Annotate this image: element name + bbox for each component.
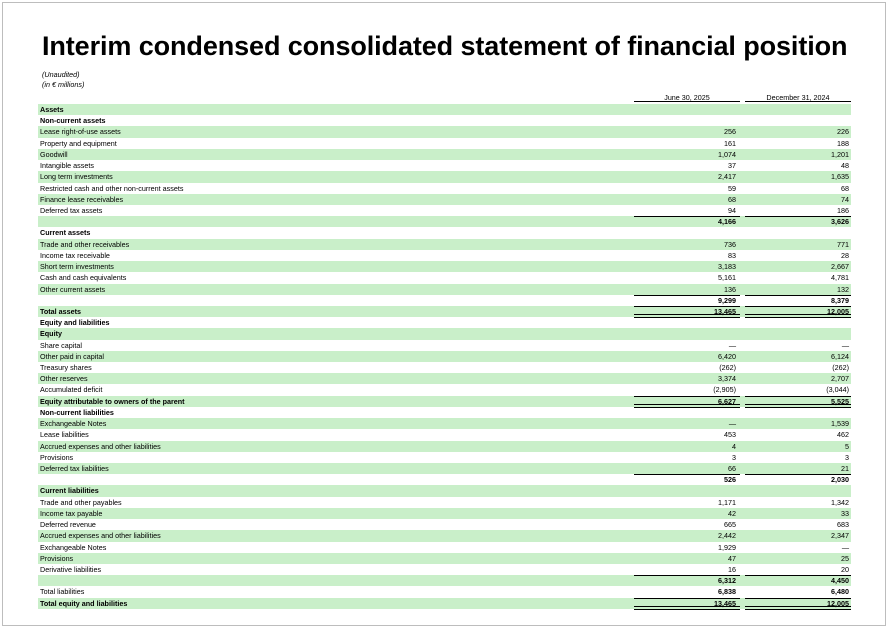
value-june-2025: — (728, 419, 736, 429)
table-row (38, 227, 851, 238)
value-december-2024: 5 (845, 441, 849, 451)
value-december-2024: 25 (841, 553, 849, 563)
row-label: Exchangeable Notes (40, 542, 107, 552)
value-december-2024: 2,667 (831, 262, 849, 272)
value-june-2025: 5,161 (718, 273, 736, 283)
value-june-2025: 665 (724, 520, 736, 530)
table-row (38, 205, 851, 216)
column-header-rule (634, 101, 740, 102)
value-june-2025: 3,183 (718, 262, 736, 272)
row-label: Short term investments (40, 262, 114, 272)
table-row (38, 284, 851, 295)
value-december-2024: 20 (841, 564, 849, 574)
value-june-2025: 47 (728, 553, 736, 563)
table-row (38, 384, 851, 395)
row-label: Current assets (40, 228, 91, 238)
value-december-2024: 186 (837, 205, 849, 215)
value-june-2025: 1,929 (718, 542, 736, 552)
value-june-2025: 37 (728, 161, 736, 171)
table-row (38, 586, 851, 597)
row-label: Total equity and liabilities (40, 598, 128, 608)
value-december-2024: 5,525 (831, 396, 849, 406)
table-row (38, 474, 851, 485)
row-label: Provisions (40, 452, 74, 462)
row-label: Lease liabilities (40, 430, 89, 440)
table-row (38, 328, 851, 339)
row-label: Income tax receivable (40, 250, 110, 260)
value-june-2025: 6,627 (718, 396, 736, 406)
value-june-2025: 68 (728, 194, 736, 204)
row-label: Intangible assets (40, 161, 94, 171)
table-row (38, 564, 851, 575)
row-label: Lease right-of-use assets (40, 127, 121, 137)
value-december-2024: (3,044) (826, 385, 849, 395)
row-label: Deferred revenue (40, 520, 96, 530)
row-label: Treasury shares (40, 363, 92, 373)
table-row (38, 598, 851, 609)
table-row (38, 497, 851, 508)
value-june-2025: (262) (719, 363, 736, 373)
table-row (38, 463, 851, 474)
value-june-2025: 42 (728, 508, 736, 518)
row-label: Assets (40, 105, 64, 114)
table-row (38, 441, 851, 452)
value-december-2024: 12,005 (827, 598, 849, 608)
value-june-2025: 1,074 (718, 149, 736, 159)
row-label: Accumulated deficit (40, 385, 103, 395)
row-label: Deferred tax liabilities (40, 464, 109, 473)
row-label: Restricted cash and other non-current assets (40, 183, 184, 193)
page-title: Interim condensed consolidated statement of financial position (42, 31, 848, 61)
table-row (38, 250, 851, 261)
value-june-2025: 3,374 (718, 374, 736, 384)
column-header-december-2024: December 31, 2024 (766, 93, 830, 102)
row-label: Non-current assets (40, 116, 106, 126)
row-label: Accrued expenses and other liabilities (40, 441, 161, 451)
value-june-2025: 13,465 (714, 306, 736, 316)
table-row (38, 261, 851, 272)
row-label: Total assets (40, 306, 82, 316)
value-june-2025: 4 (732, 441, 736, 451)
value-june-2025: 2,417 (718, 172, 736, 182)
row-label: Goodwill (40, 149, 68, 159)
value-december-2024: 6,124 (831, 351, 849, 361)
row-label: Derivative liabilities (40, 564, 102, 574)
value-june-2025: 94 (728, 205, 736, 215)
value-december-2024: 4,781 (831, 273, 849, 283)
value-june-2025: 4,166 (718, 217, 736, 227)
value-december-2024: 48 (841, 161, 849, 171)
table-row (38, 160, 851, 171)
value-june-2025: 736 (724, 239, 736, 249)
value-december-2024: 4,450 (831, 576, 849, 586)
table-row (38, 216, 851, 227)
value-june-2025: 1,171 (718, 497, 736, 507)
value-june-2025: 59 (728, 183, 736, 193)
value-december-2024: 771 (837, 239, 849, 249)
row-label: Share capital (40, 340, 82, 350)
table-row (38, 138, 851, 149)
table-row (38, 429, 851, 440)
value-december-2024: (262) (832, 363, 849, 373)
value-december-2024: 1,201 (831, 149, 849, 159)
row-label: Deferred tax assets (40, 205, 103, 215)
value-december-2024: 132 (837, 284, 849, 294)
row-label: Provisions (40, 553, 74, 563)
row-label: Equity and liabilities (40, 318, 110, 328)
value-december-2024: — (841, 542, 849, 552)
table-row (38, 553, 851, 564)
value-december-2024: 2,347 (831, 531, 849, 541)
value-december-2024: 3,626 (831, 217, 849, 227)
table-row (38, 530, 851, 541)
row-label: Trade and other receivables (40, 239, 130, 249)
table-row (38, 452, 851, 463)
value-june-2025: 83 (728, 250, 736, 260)
value-december-2024: 21 (841, 464, 849, 473)
table-row (38, 306, 851, 317)
value-december-2024: 1,342 (831, 497, 849, 507)
table-row (38, 362, 851, 373)
value-december-2024: 462 (837, 430, 849, 440)
unaudited-note: (Unaudited) (42, 70, 80, 79)
value-december-2024: 68 (841, 183, 849, 193)
table-row (38, 317, 851, 328)
value-december-2024: 28 (841, 250, 849, 260)
value-june-2025: 3 (732, 452, 736, 462)
column-header-rule (745, 101, 851, 102)
row-label: Other paid in capital (40, 351, 104, 361)
row-label: Property and equipment (40, 138, 117, 148)
table-row (38, 407, 851, 418)
value-december-2024: 1,539 (831, 419, 849, 429)
row-label: Long term investments (40, 172, 113, 182)
table-row (38, 519, 851, 530)
value-june-2025: 2,442 (718, 531, 736, 541)
table-row (38, 295, 851, 306)
value-december-2024: 188 (837, 138, 849, 148)
row-label: Finance lease receivables (40, 194, 124, 204)
column-header-june-2025: June 30, 2025 (664, 93, 710, 102)
value-june-2025: 453 (724, 430, 736, 440)
row-label: Total liabilities (40, 587, 85, 597)
row-label: Other reserves (40, 374, 88, 384)
table-row (38, 508, 851, 519)
value-june-2025: (2,905) (713, 385, 736, 395)
table-row (38, 396, 851, 407)
table-row (38, 418, 851, 429)
table-row (38, 575, 851, 586)
table-row (38, 104, 851, 115)
row-label: Trade and other payables (40, 497, 122, 507)
value-december-2024: 683 (837, 520, 849, 530)
value-december-2024: — (841, 340, 849, 350)
value-december-2024: 12,005 (827, 306, 849, 316)
table-row (38, 149, 851, 160)
table-row (38, 183, 851, 194)
row-label: Non-current liabilities (40, 407, 114, 417)
table-row (38, 272, 851, 283)
value-june-2025: 66 (728, 464, 736, 473)
financial-position-table (38, 104, 851, 609)
value-december-2024: 1,635 (831, 172, 849, 182)
table-row (38, 542, 851, 553)
table-row (38, 340, 851, 351)
value-june-2025: 526 (724, 475, 736, 485)
table-row (38, 171, 851, 182)
table-row (38, 485, 851, 496)
row-label: Accrued expenses and other liabilities (40, 531, 161, 541)
value-june-2025: 256 (724, 127, 736, 137)
table-row (38, 115, 851, 126)
value-june-2025: — (728, 340, 736, 350)
value-december-2024: 2,707 (831, 374, 849, 384)
table-row (38, 351, 851, 362)
row-label: Equity attributable to owners of the parent (40, 396, 185, 406)
currency-note: (in € millions) (42, 80, 85, 89)
value-june-2025: 161 (724, 138, 736, 148)
value-december-2024: 33 (841, 508, 849, 518)
table-row (38, 239, 851, 250)
value-june-2025: 9,299 (718, 295, 736, 305)
value-december-2024: 2,030 (831, 475, 849, 485)
value-december-2024: 74 (841, 194, 849, 204)
value-june-2025: 13,465 (714, 598, 736, 608)
row-label: Exchangeable Notes (40, 419, 107, 429)
value-june-2025: 6,838 (718, 587, 736, 597)
value-december-2024: 3 (845, 452, 849, 462)
row-label: Income tax payable (40, 508, 103, 518)
value-june-2025: 6,420 (718, 351, 736, 361)
value-june-2025: 136 (724, 284, 736, 294)
value-december-2024: 8,379 (831, 295, 849, 305)
table-row (38, 194, 851, 205)
value-december-2024: 6,480 (831, 587, 849, 597)
row-label: Equity (40, 329, 62, 339)
value-june-2025: 6,312 (718, 576, 736, 586)
table-row (38, 126, 851, 137)
value-december-2024: 226 (837, 127, 849, 137)
row-label: Current liabilities (40, 486, 99, 496)
row-label: Other current assets (40, 284, 106, 294)
row-label: Cash and cash equivalents (40, 273, 127, 283)
value-june-2025: 16 (728, 564, 736, 574)
table-row (38, 373, 851, 384)
